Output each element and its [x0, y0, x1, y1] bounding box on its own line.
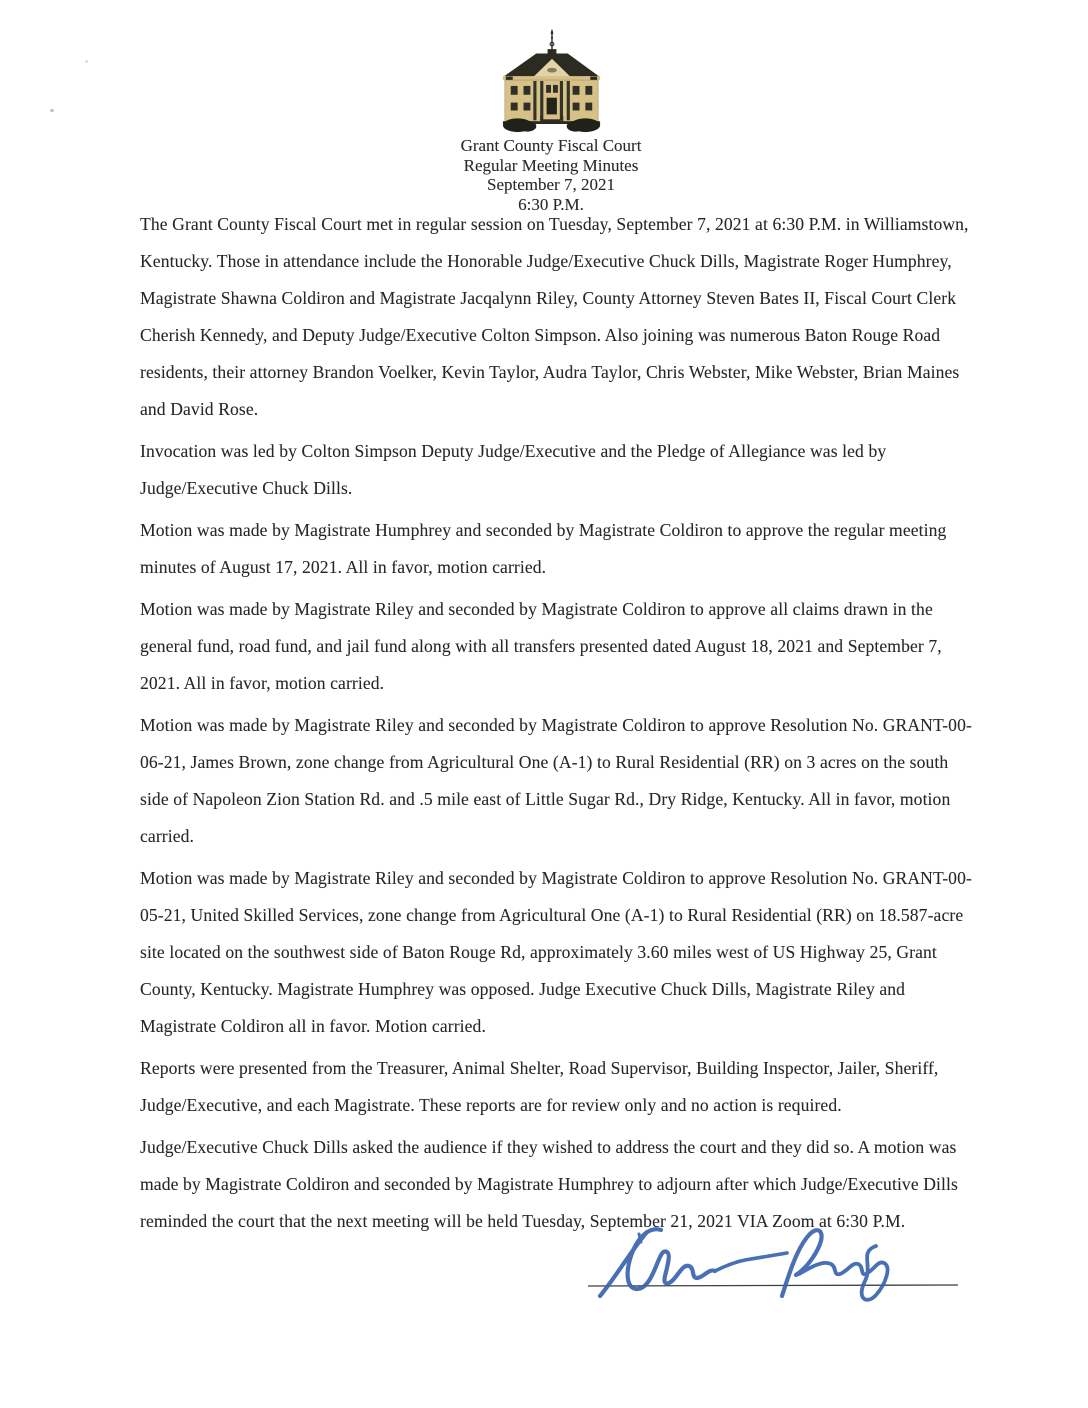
- masthead: [7, 28, 1088, 214]
- minutes-paragraph: The Grant County Fiscal Court met in regular session on Tuesday, September 7, 2021 at 6:30 P.M. in Williamstown, Kentucky. Those in attendance include the Honorable Judge/Executive Chuck Dills, Magistrate Roger Humphrey, Magistrate Shawna Coldiron and Magistrate Jacqalynn Riley, County Attorney Steven Bates II, Fiscal Court Clerk Cherish Kennedy, and Deputy Judge/Executive Colton Simpson. Also joining was numerous Baton Rouge Road residents, their attorney Brandon Voelker, Kevin Taylor, Audra Taylor, Chris Webster, Mike Webster, Brian Maines and David Rose.: [140, 214, 969, 419]
- signature-block: [575, 1216, 975, 1316]
- minutes-paragraph: Motion was made by Magistrate Riley and seconded by Magistrate Coldiron to approve Resolution No. GRANT-00-06-21, James Brown, zone change from Agricultural One (A-1) to Rural Residential (RR) on 3 acres on the south side of Napoleon Zion Station Rd. and .5 mile east of Little Sugar Rd., Dry Ridge, Kentucky. All in favor, motion carried.: [140, 715, 972, 846]
- minutes-paragraph: Invocation was led by Colton Simpson Deputy Judge/Executive and the Pledge of Allegiance was led by Judge/Executive Chuck Dills.: [140, 441, 887, 498]
- minutes-paragraph: Motion was made by Magistrate Humphrey and seconded by Magistrate Coldiron to approve the regular meeting minutes of August 17, 2021. All in favor, motion carried.: [140, 520, 947, 577]
- signature-ink: [600, 1229, 888, 1300]
- minutes-paragraph: Judge/Executive Chuck Dills asked the audience if they wished to address the court and they did so. A motion was made by Magistrate Coldiron and seconded by Magistrate Humphrey to adjourn after which Judge/Executive Dills reminded the court that the next meeting will be held Tuesday, September 21, 2021 VIA Zoom at 6:30 P.M.: [140, 1137, 958, 1231]
- meeting-date: September 7, 2021: [487, 175, 615, 194]
- org-name: Grant County Fiscal Court: [460, 136, 642, 155]
- minutes-paragraph: Motion was made by Magistrate Riley and seconded by Magistrate Coldiron to approve all claims drawn in the general fund, road fund, and jail fund along with all transfers presented dated August 18, 2021 and September 7, 2021. All in favor, motion carried.: [140, 599, 942, 693]
- minutes-paragraph: Reports were presented from the Treasurer, Animal Shelter, Road Supervisor, Building Inspector, Jailer, Sheriff, Judge/Executive, and each Magistrate. These reports are for review only and no action is required.: [140, 1058, 939, 1115]
- minutes-body: [140, 206, 976, 1245]
- courthouse-icon: [494, 28, 609, 136]
- meeting-time: 6:30 P.M.: [518, 194, 584, 214]
- minutes-paragraph: Motion was made by Magistrate Riley and seconded by Magistrate Coldiron to approve Resolution No. GRANT-00-05-21, United Skilled Services, zone change from Agricultural One (A-1) to Rural Residential (RR) on 18.587-acre site located on the southwest side of Baton Rouge Rd, approximately 3.60 miles west of US Highway 25, Grant County, Kentucky. Magistrate Humphrey was opposed. Judge Executive Chuck Dills, Magistrate Riley and Magistrate Coldiron all in favor. Motion carried.: [140, 868, 972, 1036]
- doc-type: Regular Meeting Minutes: [463, 155, 639, 175]
